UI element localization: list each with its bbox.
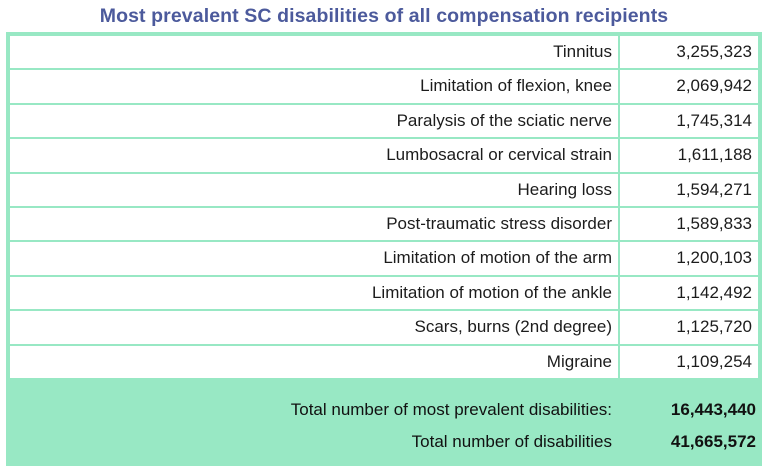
table-row xyxy=(10,105,758,137)
table-row xyxy=(10,242,758,274)
total-prevalent-value: 16,443,440 xyxy=(670,400,756,419)
disability-name-cell: Migraine xyxy=(10,346,618,378)
table-row xyxy=(10,277,758,309)
recipient-count-cell: 2,069,942 xyxy=(620,70,758,102)
total-disabilities-label: Total number of disabilities xyxy=(411,432,612,451)
disability-name-cell: Limitation of flexion, knee xyxy=(10,70,618,102)
table-title: Most prevalent SC disabilities of all compensation recipients xyxy=(99,5,669,27)
recipient-count-cell: 1,589,833 xyxy=(620,208,758,240)
table-row xyxy=(10,36,758,68)
total-disabilities-row xyxy=(6,426,762,458)
recipient-count-cell: 1,200,103 xyxy=(620,242,758,274)
total-disabilities-value: 41,665,572 xyxy=(670,432,756,451)
recipient-count-cell: 1,594,271 xyxy=(620,174,758,206)
recipient-count-cell: 1,745,314 xyxy=(620,105,758,137)
table-row xyxy=(10,70,758,102)
total-prevalent-row xyxy=(6,394,762,426)
disability-name-cell: Scars, burns (2nd degree) xyxy=(10,311,618,343)
recipient-count-cell: 1,611,188 xyxy=(620,139,758,171)
recipient-count-cell: 1,109,254 xyxy=(620,346,758,378)
disabilities-table xyxy=(10,36,758,382)
disability-name-cell: Tinnitus xyxy=(10,36,618,68)
disability-name-cell: Paralysis of the sciatic nerve xyxy=(10,105,618,137)
recipient-count-cell: 1,125,720 xyxy=(620,311,758,343)
totals-section xyxy=(6,386,762,466)
disability-name-cell: Lumbosacral or cervical strain xyxy=(10,139,618,171)
table-row xyxy=(10,311,758,343)
disability-name-cell: Limitation of motion of the ankle xyxy=(10,277,618,309)
recipient-count-cell: 1,142,492 xyxy=(620,277,758,309)
recipient-count-cell: 3,255,323 xyxy=(620,36,758,68)
total-prevalent-label: Total number of most prevalent disabilities: xyxy=(290,400,612,419)
disability-name-cell: Hearing loss xyxy=(10,174,618,206)
table-row xyxy=(10,346,758,378)
disabilities-table-frame xyxy=(6,32,762,466)
table-row xyxy=(10,174,758,206)
disability-name-cell: Limitation of motion of the arm xyxy=(10,242,618,274)
table-row xyxy=(10,208,758,240)
disability-name-cell: Post-traumatic stress disorder xyxy=(10,208,618,240)
table-row xyxy=(10,139,758,171)
